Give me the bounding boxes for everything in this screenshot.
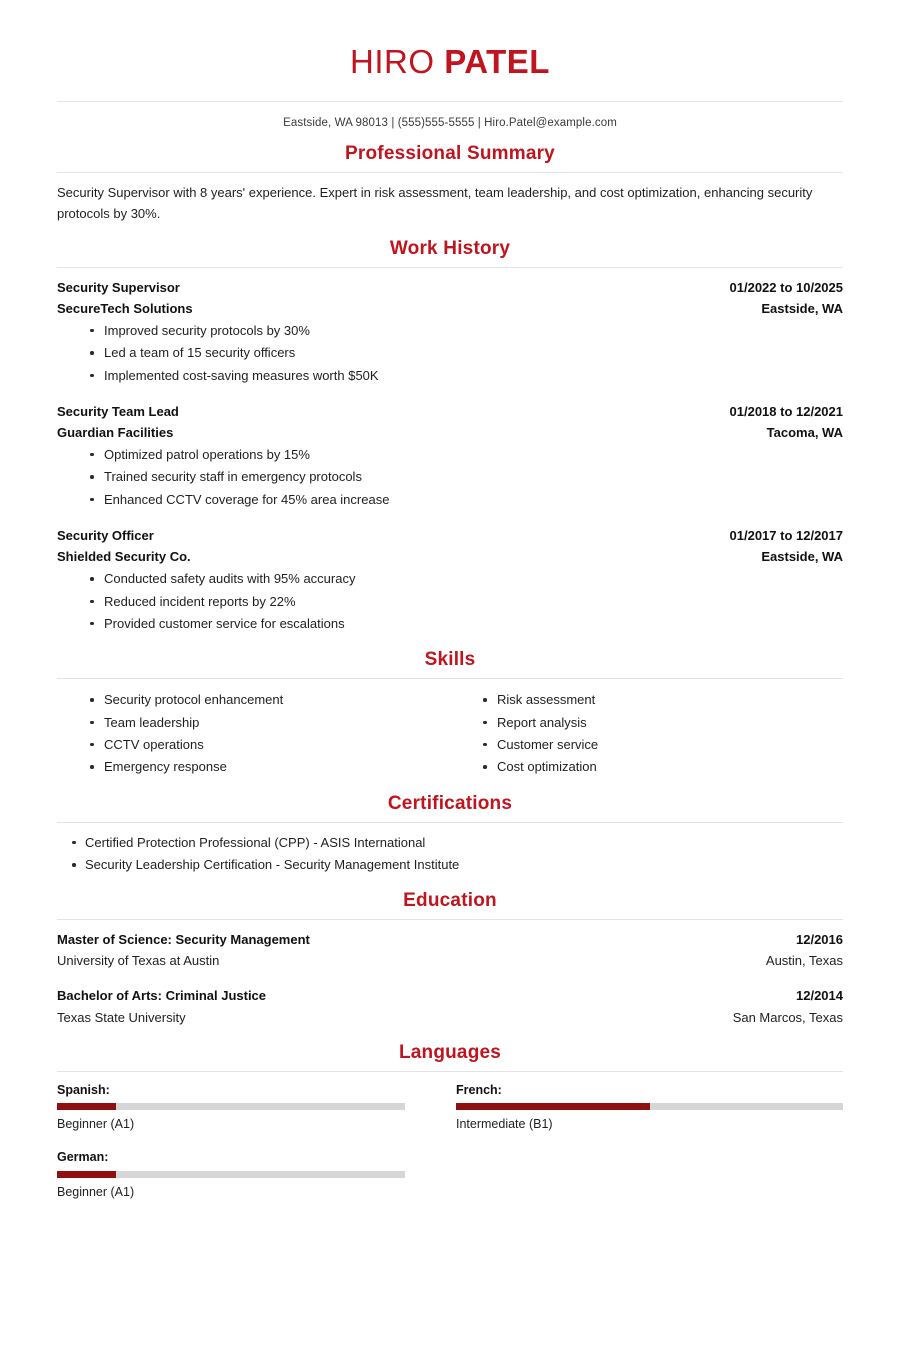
resume-header: [0, 0, 900, 80]
section-title-skills: Skills: [424, 649, 476, 671]
language-item: [57, 1148, 450, 1202]
job-dates: 01/2022 to 10/2025: [729, 279, 843, 295]
language-name: German:: [57, 1150, 109, 1165]
skill-item: Emergency response: [104, 756, 450, 778]
job-bullet: Led a team of 15 security officers: [104, 342, 843, 364]
section-title-languages: Languages: [398, 1041, 502, 1063]
education-degree-row: [57, 929, 843, 950]
language-name: French:: [456, 1082, 502, 1097]
job-bullet: Trained security staff in emergency protocols: [104, 466, 843, 488]
education-school-row: [57, 1007, 843, 1028]
job-company: Shielded Security Co.: [57, 549, 191, 565]
education-school: Texas State University: [57, 1009, 186, 1025]
section-title-certifications: Certifications: [387, 792, 513, 814]
section-title-education: Education: [403, 890, 497, 912]
job-company: Guardian Facilities: [57, 424, 174, 440]
job-bullet-list: [57, 568, 843, 635]
job-title: Security Officer: [57, 528, 154, 544]
header-divider: [57, 101, 843, 102]
work-entry-title-row: [57, 277, 843, 298]
skills-column-left: [57, 688, 450, 778]
job-bullet: Optimized patrol operations by 15%: [104, 444, 843, 466]
education-degree: Bachelor of Arts: Criminal Justice: [57, 988, 267, 1004]
job-title: Security Supervisor: [57, 279, 180, 295]
language-proficiency-fill: [57, 1171, 116, 1178]
work-entry-company-row: [57, 298, 843, 319]
job-bullet: Conducted safety audits with 95% accuracy: [104, 568, 843, 590]
job-bullet-list: [57, 320, 843, 387]
job-bullet: Implemented cost-saving measures worth $50K: [104, 365, 843, 387]
section-title-professional-summary: Professional Summary: [345, 142, 555, 164]
job-title: Security Team Lead: [57, 403, 179, 419]
skills-list-right: [450, 689, 843, 778]
education-location: San Marcos, Texas: [732, 1009, 843, 1025]
skill-item: Risk assessment: [497, 689, 843, 711]
skills-columns: [57, 688, 843, 778]
job-location: Tacoma, WA: [766, 424, 843, 440]
section-title-work-history: Work History: [389, 237, 511, 259]
skills-column-right: [450, 688, 843, 778]
language-proficiency-bar: [57, 1103, 405, 1110]
education-date: 12/2016: [796, 932, 843, 948]
certification-item: Security Leadership Certification - Security Management Institute: [85, 854, 843, 876]
language-proficiency-fill: [456, 1103, 650, 1110]
section-work-history: [57, 238, 843, 636]
education-school-row: [57, 950, 843, 971]
work-entry: [57, 525, 843, 635]
candidate-name: [0, 44, 900, 80]
skill-item: Report analysis: [497, 712, 843, 734]
work-entry-company-row: [57, 422, 843, 443]
contact-line: Eastside, WA 98013 | (555)555-5555 | Hiro.Patel@example.com: [283, 116, 617, 129]
work-entry-company-row: [57, 546, 843, 567]
education-degree: Master of Science: Security Management: [57, 932, 310, 948]
job-bullet: Reduced incident reports by 22%: [104, 591, 843, 613]
language-proficiency-bar: [456, 1103, 843, 1110]
skill-item: Team leadership: [104, 712, 450, 734]
skill-item: CCTV operations: [104, 734, 450, 756]
summary-text: Security Supervisor with 8 years' experience. Expert in risk assessment, team leadership, and cost optimization, enhancing security protocols by 30%.: [57, 184, 813, 221]
language-name: Spanish:: [57, 1082, 110, 1097]
skill-item: Customer service: [497, 734, 843, 756]
section-certifications: [57, 793, 843, 877]
section-education: [57, 890, 843, 1027]
job-location: Eastside, WA: [761, 300, 843, 316]
language-level: Beginner (A1): [57, 1184, 135, 1199]
job-dates: 01/2017 to 12/2017: [729, 528, 843, 544]
education-entry: [57, 985, 843, 1027]
work-entry-title-row: [57, 401, 843, 422]
section-languages: [57, 1042, 843, 1216]
education-school: University of Texas at Austin: [57, 953, 220, 969]
job-bullet: Provided customer service for escalations: [104, 613, 843, 635]
certification-list: [57, 832, 843, 877]
education-location: Austin, Texas: [765, 953, 843, 969]
education-entry: [57, 929, 843, 971]
job-bullet: Improved security protocols by 30%: [104, 320, 843, 342]
work-entry: [57, 277, 843, 387]
work-entry-title-row: [57, 525, 843, 546]
education-degree-row: [57, 985, 843, 1006]
skill-item: Security protocol enhancement: [104, 689, 450, 711]
job-company: SecureTech Solutions: [57, 300, 193, 316]
language-level: Beginner (A1): [57, 1117, 135, 1132]
language-proficiency-bar: [57, 1171, 405, 1178]
job-dates: 01/2018 to 12/2021: [729, 403, 843, 419]
last-name: PATEL: [444, 43, 550, 80]
education-date: 12/2014: [796, 988, 843, 1004]
language-level: Intermediate (B1): [456, 1117, 553, 1132]
skills-list-left: [57, 689, 450, 778]
first-name: HIRO: [350, 43, 435, 80]
section-skills: [57, 649, 843, 778]
work-entry: [57, 401, 843, 511]
job-bullet: Enhanced CCTV coverage for 45% area increase: [104, 489, 843, 511]
job-bullet-list: [57, 444, 843, 511]
section-professional-summary: [57, 143, 843, 224]
language-proficiency-fill: [57, 1103, 116, 1110]
skill-item: Cost optimization: [497, 756, 843, 778]
job-location: Eastside, WA: [761, 549, 843, 565]
language-grid: [57, 1081, 843, 1216]
language-item: [57, 1081, 450, 1135]
certification-item: Certified Protection Professional (CPP) - ASIS International: [85, 832, 843, 854]
language-item: [450, 1081, 843, 1135]
